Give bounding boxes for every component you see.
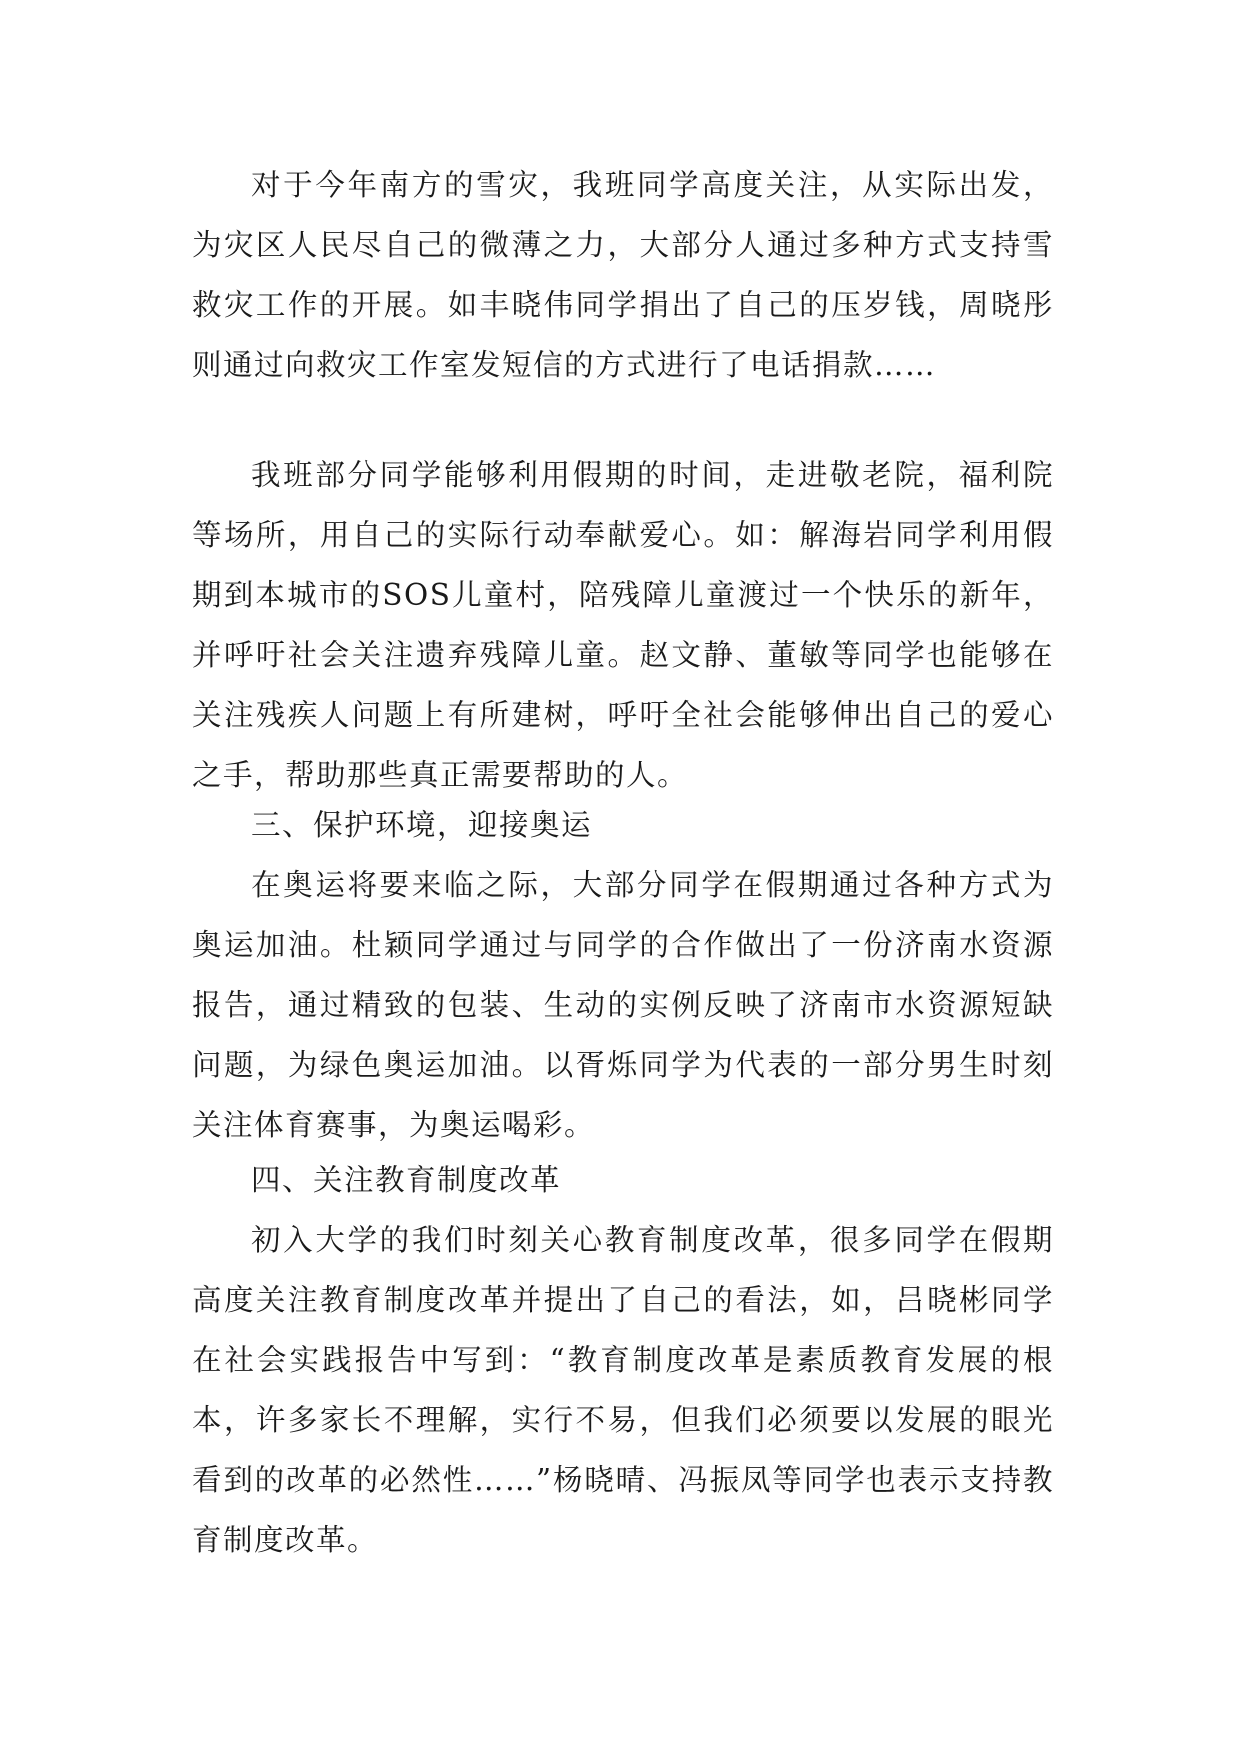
paragraph-education-reform: 初入大学的我们时刻关心教育制度改革，很多同学在假期高度关注教育制度改革并提出了自己的看法，如，吕晓彬同学在社会实践报告中写到：“教育制度改革是素质教育发展的根本，许多家长不理解，实行不易，但我们必须要以发展的眼光看到的改革的必然性……”杨晓晴、冯振凤等同学也表示支持教育制度改革。: [192, 1223, 1054, 1557]
paragraph-olympics-support: 在奥运将要来临之际，大部分同学在假期通过各种方式为奥运加油。杜颖同学通过与同学的合作做出了一份济南水资源报告，通过精致的包装、生动的实例反映了济南市水资源短缺问题，为绿色奥运加油。以胥烁同学为代表的一部分男生时刻关注体育赛事，为奥运喝彩。: [192, 868, 1054, 1142]
paragraph-snow-disaster-relief: 对于今年南方的雪灾，我班同学高度关注，从实际出发，为灾区人民尽自己的微薄之力，大部分人通过多种方式支持雪救灾工作的开展。如丰晓伟同学捐出了自己的压岁钱，周晓彤则通过向救灾工作室发短信的方式进行了电话捐款……: [192, 168, 1054, 382]
section-heading-education-reform: 四、关注教育制度改革: [251, 1163, 562, 1197]
paragraph-volunteer-care: 我班部分同学能够利用假期的时间，走进敬老院，福利院等场所，用自己的实际行动奉献爱心。如：解海岩同学利用假期到本城市的SOS儿童村，陪残障儿童渡过一个快乐的新年，并呼吁社会关注遗弃残障儿童。赵文静、董敏等同学也能够在关注残疾人问题上有所建树，呼吁全社会能够伸出自己的爱心之手，帮助那些真正需要帮助的人。: [192, 458, 1054, 792]
section-heading-environment-olympics: 三、保护环境，迎接奥运: [251, 808, 593, 842]
